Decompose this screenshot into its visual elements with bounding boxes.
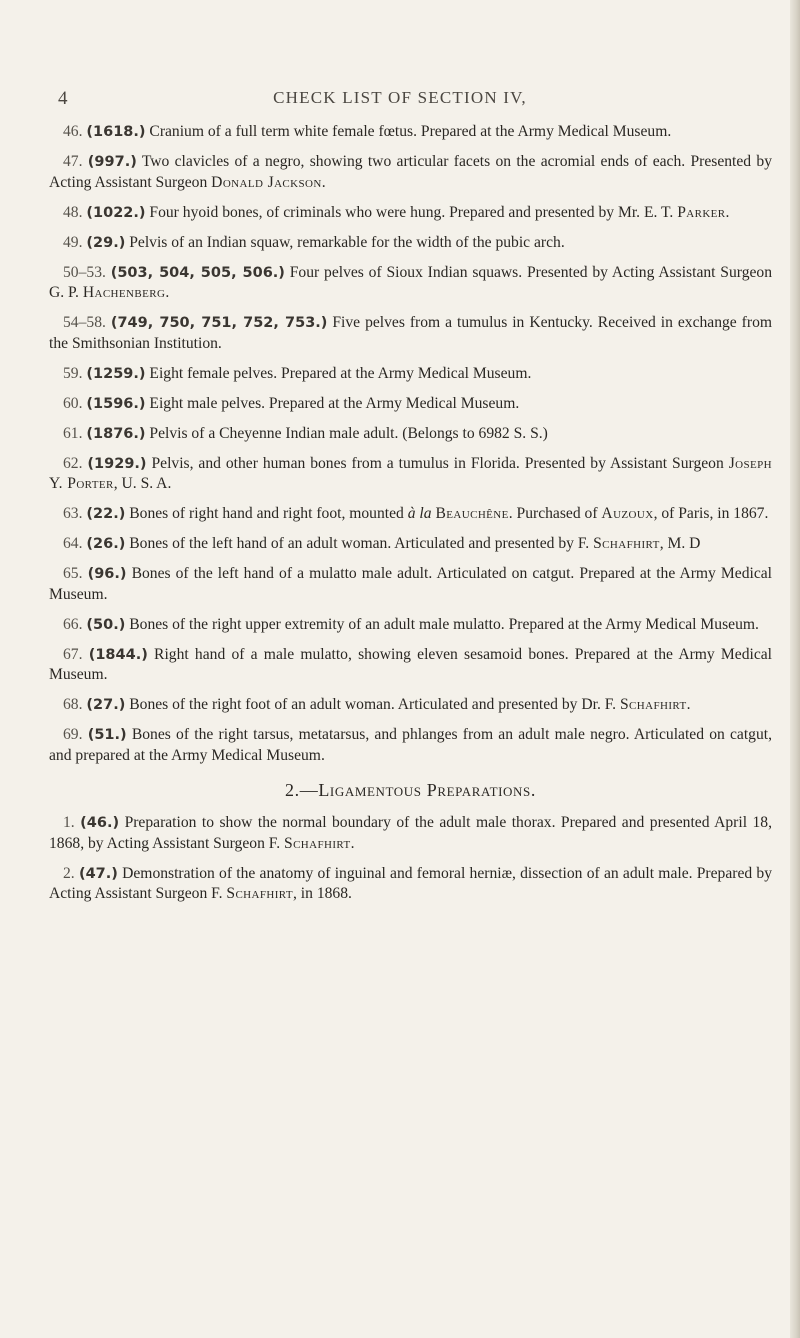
entry-number: 67. (63, 645, 89, 663)
entry-text: Right hand of a male mulatto, showing eleven sesamoid bones. Prepared at the Army Medical Museum. (49, 645, 773, 683)
person-name: Joseph Y. Porter (49, 454, 772, 492)
person-name: Parker (677, 203, 726, 221)
entry-list (49, 122, 772, 766)
catalogue-number: (22.) (86, 506, 126, 522)
list-item (49, 122, 772, 143)
entry-text: Eight female pelves. Prepared at the Army Medical Museum. (145, 364, 532, 382)
entry-number: 50–53. (63, 263, 111, 281)
list-item (49, 534, 772, 555)
list-item (49, 564, 772, 605)
list-item (49, 695, 772, 716)
entry-text-tail: . (686, 696, 691, 713)
list-item (49, 813, 772, 854)
entry-text: Four hyoid bones, of criminals who were hung. Prepared and presented by Mr. E. T. (145, 203, 678, 221)
entry-number: 2. (63, 864, 79, 882)
entry-number: 66. (63, 615, 87, 633)
entry-number: 46. (63, 123, 87, 140)
catalogue-number: (1596.) (86, 395, 146, 412)
entry-text: Pelvis of an Indian squaw, remarkable for the width of the pubic arch. (125, 233, 565, 251)
list-item (49, 364, 772, 385)
entry-number: 64. (63, 535, 87, 552)
entry-number: 63. (63, 505, 87, 522)
entry-text-tail: . (321, 173, 326, 191)
catalogue-number: (29.) (86, 234, 126, 251)
catalogue-number: (503, 504, 505, 506.) (110, 264, 285, 281)
entry-number: 54–58. (63, 314, 111, 331)
catalogue-number: (1022.) (86, 204, 146, 221)
entry-text: Bones of the right upper extremity of an adult male mulatto. Prepared at the Army Medical Museum. (125, 615, 759, 633)
catalogue-number: (1618.) (86, 124, 146, 140)
entry-text: Bones of the left hand of an adult woman. Articulated and presented by F. (125, 535, 594, 552)
entry-list-ligamentous (49, 813, 772, 905)
entry-number: 49. (63, 233, 87, 251)
running-header (40, 88, 760, 112)
list-item (49, 152, 772, 193)
list-item (49, 504, 772, 525)
catalogue-number: (997.) (87, 154, 137, 170)
person-name: Auzoux (601, 505, 654, 522)
entry-text: Bones of the left hand of a mulatto male adult. Articulated on catgut. Prepared at the Army Medical Museum. (49, 565, 772, 603)
entry-number: 68. (63, 696, 87, 713)
entry-italic: à la (407, 505, 432, 522)
catalogue-number: (50.) (86, 616, 126, 633)
entry-text: Four pelves of Sioux Indian squaws. Presented by Acting Assistant Surgeon G. P. (49, 263, 773, 301)
catalogue-number: (1259.) (86, 365, 146, 382)
person-name: Schafhirt (226, 885, 293, 902)
entry-text: Eight male pelves. Prepared at the Army Medical Museum. (145, 394, 520, 412)
entry-text-tail: . (350, 834, 355, 852)
person-name: Schafhirt (593, 535, 660, 552)
entry-text-tail: , U. S. A. (113, 475, 172, 492)
person-name: Schafhirt (284, 834, 351, 852)
list-item (49, 864, 772, 905)
entry-number: 69. (63, 726, 88, 743)
catalogue-number: (51.) (87, 727, 127, 743)
entry-text-tail: , M. D (659, 535, 701, 552)
entry-number: 60. (63, 394, 87, 412)
entry-text: Preparation to show the normal boundary of the adult male thorax. Prepared and presented April 18, 1868, by Acting Assistant Surgeon F. (49, 814, 772, 852)
list-item (49, 424, 772, 445)
list-item (49, 615, 772, 636)
catalogue-number: (26.) (86, 536, 126, 552)
entry-text: Bones of the right tarsus, metatarsus, and phlanges from an adult male negro. Articulated on catgut, and prepared at the Army Medical Museum. (49, 726, 773, 764)
entry-number: 61. (63, 424, 87, 442)
catalogue-number: (1876.) (86, 425, 146, 442)
header-title: CHECK LIST OF SECTION IV, (273, 88, 527, 107)
page-edge (790, 0, 800, 1338)
entry-text-tail: . (165, 284, 170, 301)
entry-text: Pelvis, and other human bones from a tumulus in Florida. Presented by Assistant Surgeon (146, 454, 729, 472)
entry-text: Bones of right hand and right foot, mounted (125, 505, 408, 522)
entry-text-tail: . (725, 203, 730, 221)
person-name: Schafhirt (619, 696, 687, 713)
entry-number: 48. (63, 203, 87, 221)
list-item (49, 645, 772, 686)
entry-text: Cranium of a full term white female fœtus. Prepared at the Army Medical Museum. (145, 123, 672, 140)
entry-text: Bones of the right foot of an adult woman. Articulated and presented by Dr. F. (125, 696, 620, 713)
entry-number: 62. (63, 454, 88, 472)
catalogue-number: (1929.) (87, 455, 147, 472)
section-title: 2.—Ligamentous Preparations. (285, 780, 536, 800)
list-item (49, 454, 772, 495)
page-content (49, 122, 772, 914)
list-item (49, 203, 772, 224)
entry-text-tail: , in 1868. (293, 885, 352, 902)
catalogue-number: (27.) (86, 697, 126, 713)
list-item (49, 263, 772, 304)
person-name: Donald Jackson (211, 173, 322, 191)
person-name: Beauchêne (435, 505, 509, 522)
entry-text: Two clavicles of a negro, showing two articular facets on the acromial ends of each. Presented by Acting Assistant Surgeon (49, 153, 772, 191)
entry-number: 65. (63, 565, 88, 582)
list-item (49, 394, 772, 415)
entry-text: Demonstration of the anatomy of inguinal and femoral herniæ, dissection of an adult male. Prepared by Acting Assistant Surgeon F. (49, 864, 772, 902)
list-item (49, 725, 772, 766)
entry-number: 1. (63, 814, 81, 831)
entry-number: 59. (63, 364, 87, 382)
entry-number: 47. (63, 153, 88, 170)
entry-text: Pelvis of a Cheyenne Indian male adult. (Belongs to 6982 S. S.) (145, 424, 548, 442)
catalogue-number: (749, 750, 751, 752, 753.) (110, 315, 328, 331)
catalogue-number: (47.) (78, 865, 118, 882)
entry-text-tail: . Purchased of (508, 505, 602, 522)
list-item (49, 313, 772, 354)
person-name: Hachenberg (82, 284, 166, 301)
catalogue-number: (46.) (80, 815, 120, 831)
list-item (49, 233, 772, 254)
catalogue-number: (96.) (87, 566, 127, 582)
page-number: 4 (58, 88, 69, 109)
entry-text-tail: , of Paris, in 1867. (653, 505, 769, 522)
catalogue-number: (1844.) (88, 646, 148, 663)
entry-text: Five pelves from a tumulus in Kentucky. Received in exchange from the Smithsonian Institution. (49, 314, 772, 352)
